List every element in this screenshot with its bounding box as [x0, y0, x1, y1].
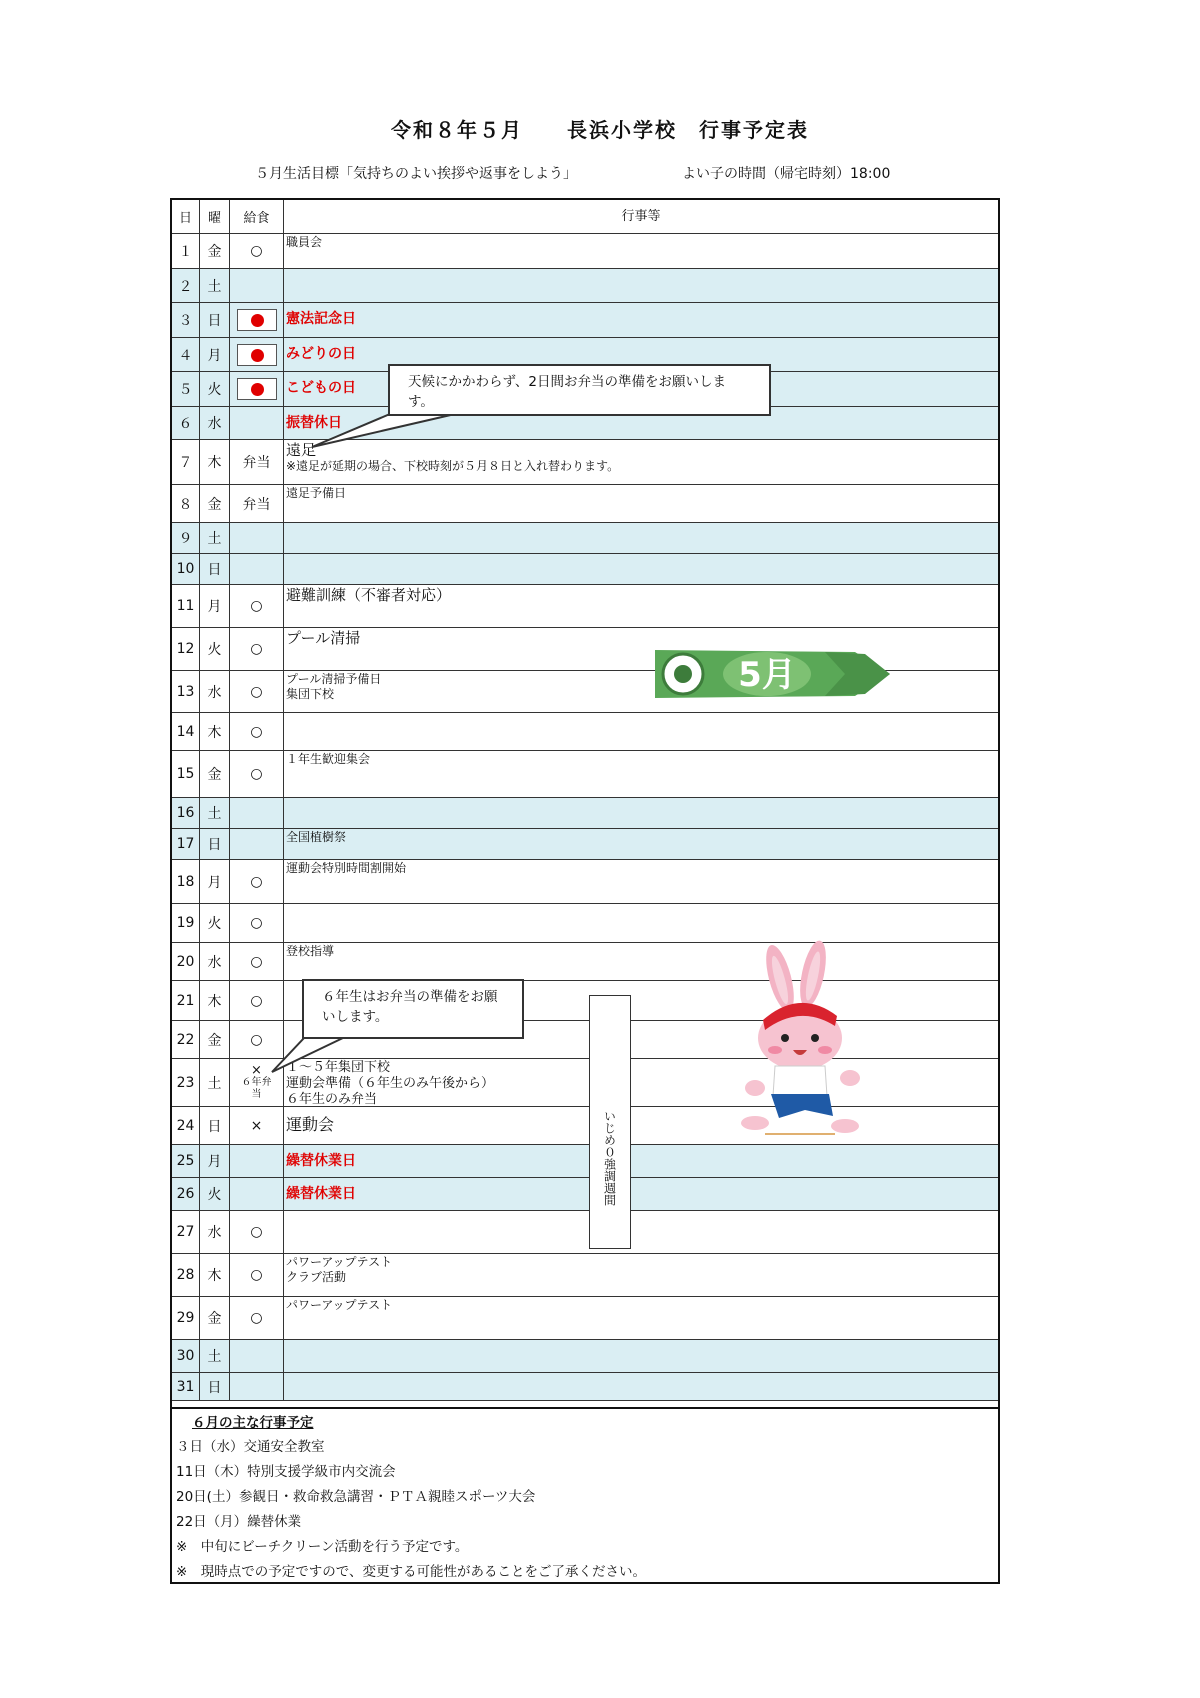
weekday-cell: 日	[200, 1373, 230, 1400]
weekday-cell: 土	[200, 1340, 230, 1372]
day-cell: ９	[172, 523, 200, 553]
lunch-cell: ○	[230, 585, 284, 627]
weekday-cell: 水	[200, 943, 230, 980]
event-text: こどもの日	[286, 380, 356, 396]
lunch-cell: ○	[230, 234, 284, 268]
day-cell: 27	[172, 1211, 200, 1253]
lunch-cell: 弁当	[230, 485, 284, 522]
header-lunch: 給食	[230, 200, 284, 233]
event-text: 運動会	[286, 1115, 335, 1134]
day-cell: ７	[172, 440, 200, 484]
june-title: ６月の主な行事予定	[192, 1415, 314, 1431]
weekday-cell: 土	[200, 798, 230, 828]
day-cell: １	[172, 234, 200, 268]
event-text: プール清掃	[286, 629, 361, 647]
weekday-cell: 水	[200, 1211, 230, 1253]
weekday-cell: 水	[200, 407, 230, 439]
day-cell: ３	[172, 303, 200, 337]
callout-tail-bento	[312, 414, 455, 447]
lunch-cell: 弁当	[230, 440, 284, 484]
day-cell: 19	[172, 904, 200, 942]
event-text: １～５年集団下校	[286, 1060, 391, 1075]
lunch-cell: ○	[230, 713, 284, 750]
lunch-mark: ×	[251, 1062, 262, 1078]
event-text: 憲法記念日	[286, 311, 356, 327]
event-text: ※遠足が延期の場合、下校時刻が５月８日と入れ替わります。	[286, 459, 620, 473]
lunch-cell: ○	[230, 628, 284, 670]
lunch-cell: ○	[230, 751, 284, 797]
day-cell: ５	[172, 372, 200, 406]
weekday-cell: 月	[200, 585, 230, 627]
weekday-cell: 土	[200, 269, 230, 302]
lunch-cell: ○	[230, 904, 284, 942]
weekday-cell: 日	[200, 554, 230, 584]
lunch-cell: ○	[230, 1211, 284, 1253]
anti-bullying-week-label	[589, 995, 631, 1249]
day-cell: ４	[172, 338, 200, 371]
weekday-cell: 木	[200, 713, 230, 750]
event-text: 避難訓練（不審者対応）	[286, 586, 452, 604]
monthly-goal: ５月生活目標「気持ちのよい挨拶や返事をしよう」	[255, 166, 577, 182]
june-item: ※ 中旬にビーチクリーン活動を行う予定です。	[176, 1539, 469, 1555]
lunch-cell: ○	[230, 1021, 284, 1058]
event-text: 集団下校	[286, 687, 335, 701]
weekday-cell: 金	[200, 485, 230, 522]
day-cell: 29	[172, 1297, 200, 1339]
day-cell: 12	[172, 628, 200, 670]
day-cell: 23	[172, 1059, 200, 1106]
day-cell: 11	[172, 585, 200, 627]
weekday-cell: 火	[200, 1178, 230, 1210]
june-item: 20日(土）参観日・救命救急講習・ＰＴＡ親睦スポーツ大会	[176, 1489, 536, 1505]
day-cell: ２	[172, 269, 200, 302]
event-text: パワーアップテスト	[286, 1255, 393, 1269]
event-text: プール清掃予備日	[286, 672, 382, 686]
weekday-cell: 水	[200, 671, 230, 712]
event-text: パワーアップテスト	[286, 1298, 393, 1312]
june-item: ※ 現時点での予定ですので、変更する可能性があることをご了承ください。	[176, 1564, 647, 1580]
event-text: 繰替休業日	[286, 1153, 356, 1169]
day-cell: 17	[172, 829, 200, 859]
weekday-cell: 木	[200, 981, 230, 1020]
header-day: 日	[172, 200, 200, 233]
day-cell: 18	[172, 860, 200, 903]
weekday-cell: 土	[200, 1059, 230, 1106]
callout-bento-notice: 天候にかかわらず、2日間お弁当の準備をお願いします。	[388, 364, 771, 416]
lunch-cell: ○	[230, 981, 284, 1020]
lunch-cell: ○	[230, 860, 284, 903]
lunch-cell: ×	[230, 1107, 284, 1144]
event-text: 全国植樹祭	[286, 830, 347, 844]
weekday-cell: 月	[200, 338, 230, 371]
lunch-cell: ○	[230, 1297, 284, 1339]
day-cell: 28	[172, 1254, 200, 1296]
event-text: 遠足予備日	[286, 486, 347, 500]
header-dow: 曜	[200, 200, 230, 233]
lunch-cell: ○	[230, 1254, 284, 1296]
weekday-cell: 火	[200, 628, 230, 670]
lunch-note: ６年弁当	[241, 1076, 272, 1100]
weekday-cell: 日	[200, 1107, 230, 1144]
june-item: ３日（水）交通安全教室	[176, 1439, 325, 1455]
weekday-cell: 日	[200, 303, 230, 337]
weekday-cell: 土	[200, 523, 230, 553]
day-cell: 15	[172, 751, 200, 797]
day-cell: 22	[172, 1021, 200, 1058]
callout-grade6-notice: ６年生はお弁当の準備をお願いします。	[302, 979, 524, 1039]
day-cell: 20	[172, 943, 200, 980]
weekday-cell: 日	[200, 829, 230, 859]
koinobori-label: 5月	[738, 655, 796, 695]
day-cell: 13	[172, 671, 200, 712]
event-text: 繰替休業日	[286, 1186, 356, 1202]
event-text: クラブ活動	[286, 1270, 347, 1284]
header-events: 行事等	[621, 209, 661, 224]
event-text: 運動会準備（６年生のみ午後から）	[286, 1076, 495, 1091]
lunch-cell: ○	[230, 671, 284, 712]
event-text: 遠足	[286, 441, 317, 459]
weekday-cell: 金	[200, 234, 230, 268]
lunch-cell: ○	[230, 943, 284, 980]
event-text: 登校指導	[286, 944, 335, 958]
day-cell: 30	[172, 1340, 200, 1372]
day-cell: 26	[172, 1178, 200, 1210]
weekday-cell: 火	[200, 372, 230, 406]
anti-bullying-week-text: いじめ０強調週間	[602, 1110, 617, 1206]
day-cell: 31	[172, 1373, 200, 1400]
day-cell: 10	[172, 554, 200, 584]
june-item: 11日（木）特別支援学級市内交流会	[176, 1464, 396, 1480]
running-rabbit-icon	[735, 938, 875, 1138]
day-cell: 14	[172, 713, 200, 750]
event-text: １年生歓迎集会	[286, 752, 371, 766]
event-text: 運動会特別時間割開始	[286, 861, 407, 875]
weekday-cell: 金	[200, 1021, 230, 1058]
day-cell: 16	[172, 798, 200, 828]
day-cell: ６	[172, 407, 200, 439]
weekday-cell: 金	[200, 1297, 230, 1339]
weekday-cell: 木	[200, 1254, 230, 1296]
weekday-cell: 月	[200, 1145, 230, 1177]
day-cell: 25	[172, 1145, 200, 1177]
weekday-cell: 金	[200, 751, 230, 797]
weekday-cell: 月	[200, 860, 230, 903]
title-school: 長浜小学校 行事予定表	[567, 118, 809, 142]
june-item: 22日（月）繰替休業	[176, 1514, 302, 1530]
weekday-cell: 火	[200, 904, 230, 942]
day-cell: 24	[172, 1107, 200, 1144]
koinobori-icon	[655, 642, 890, 704]
event-text: 職員会	[286, 235, 323, 249]
callout-tail-grade6	[272, 1037, 345, 1072]
event-text: 振替休日	[286, 415, 342, 431]
day-cell: 21	[172, 981, 200, 1020]
title-date: 令和８年５月	[391, 118, 523, 142]
event-text: みどりの日	[286, 346, 356, 362]
weekday-cell: 木	[200, 440, 230, 484]
day-cell: ８	[172, 485, 200, 522]
good-child-time: よい子の時間（帰宅時刻）18:00	[682, 166, 891, 182]
event-text: ６年生のみ弁当	[286, 1092, 378, 1107]
